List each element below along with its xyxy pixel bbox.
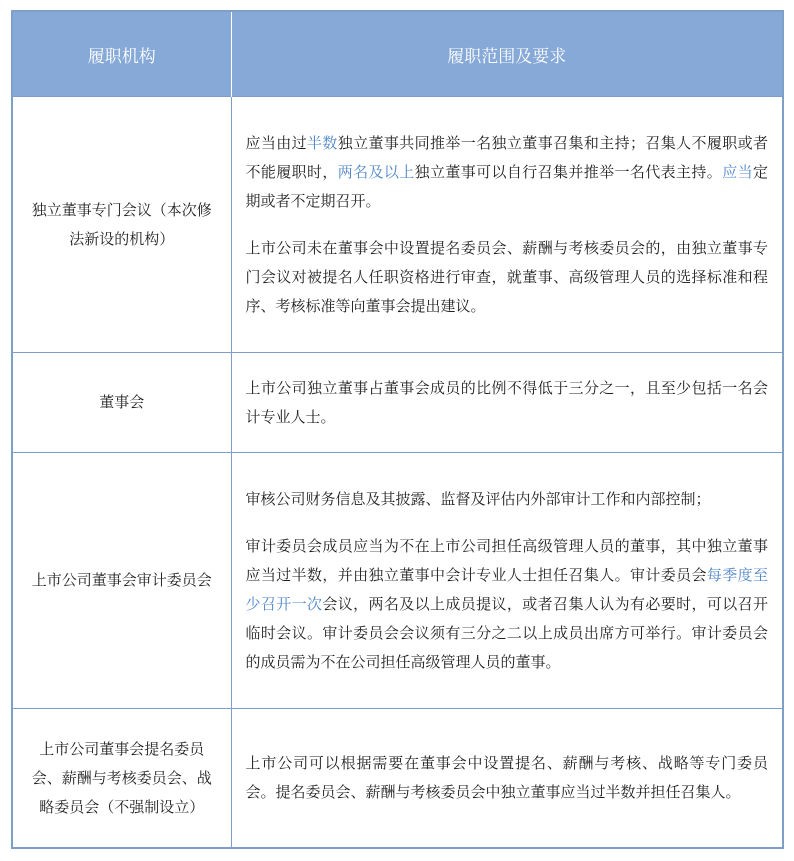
org-cell: 独立董事专门会议（本次修法新设的机构） bbox=[13, 97, 231, 353]
text-span: 应当由过 bbox=[245, 133, 308, 152]
highlight-text: 半数 bbox=[307, 133, 338, 152]
requirements-cell bbox=[231, 97, 782, 353]
requirements-table-container bbox=[11, 10, 784, 849]
requirements-cell bbox=[231, 353, 782, 453]
org-cell: 董事会 bbox=[13, 353, 231, 453]
requirement-paragraph: 上市公司独立董事占董事会成员的比例不得低于三分之一，且至少包括一名会计专业人士。 bbox=[245, 378, 768, 426]
table-row bbox=[13, 353, 782, 453]
requirements-cell bbox=[231, 453, 782, 709]
org-cell: 上市公司董事会提名委员会、薪酬与考核委员会、战略委员会（不强制设立） bbox=[13, 709, 231, 848]
org-cell: 上市公司董事会审计委员会 bbox=[13, 453, 231, 709]
highlight-text: 两名及以上 bbox=[337, 162, 415, 181]
header-org: 履职机构 bbox=[13, 12, 231, 97]
requirement-paragraph bbox=[246, 532, 769, 677]
table-row bbox=[13, 97, 782, 353]
requirement-paragraph: 上市公司可以根据需要在董事会中设置提名、薪酬与考核、战略等专门委员会。提名委员会、薪酬与考核委员会中独立董事应当过半数并担任召集人。 bbox=[245, 754, 768, 801]
text-span: 审计委员会成员应当为不在上市公司担任高级管理人员的董事，其中独立董事应当过半数，并由独立董事中会计专业人士担任召集人。审计委员会 bbox=[245, 536, 768, 584]
text-span: 定期或者不定期召开。 bbox=[245, 162, 768, 210]
requirements-table bbox=[13, 12, 782, 847]
requirement-paragraph bbox=[246, 129, 769, 216]
table-row bbox=[13, 709, 782, 848]
highlight-text: 应当 bbox=[722, 162, 753, 181]
requirement-paragraph: 上市公司未在董事会中设置提名委员会、薪酬与考核委员会的，由独立董事专门会议对被提名人任职资格进行审查，就董事、高级管理人员的选择标准和程序、考核标准等向董事会提出建议。 bbox=[245, 238, 768, 315]
requirements-cell bbox=[231, 709, 782, 848]
highlight-text: 每季度至少召开一次 bbox=[245, 565, 768, 613]
requirement-paragraph: 审核公司财务信息及其披露、监督及评估内外部审计工作和内部控制； bbox=[245, 489, 711, 508]
table-row bbox=[13, 453, 782, 709]
text-span: 独立董事可以自行召集并推举一名代表主持。 bbox=[414, 162, 723, 181]
text-span: 会议，两名及以上成员提议，或者召集人认为有必要时，可以召开临时会议。审计委员会会议须有三分之二以上成员出席方可举行。审计委员会的成员需为不在公司担任高级管理人员的董事。 bbox=[245, 594, 768, 671]
header-requirements: 履职范围及要求 bbox=[231, 12, 782, 97]
text-span: 独立董事共同推举一名独立董事召集和主持；召集人不履职或者不能履职时， bbox=[245, 133, 768, 181]
header-row bbox=[13, 12, 782, 97]
